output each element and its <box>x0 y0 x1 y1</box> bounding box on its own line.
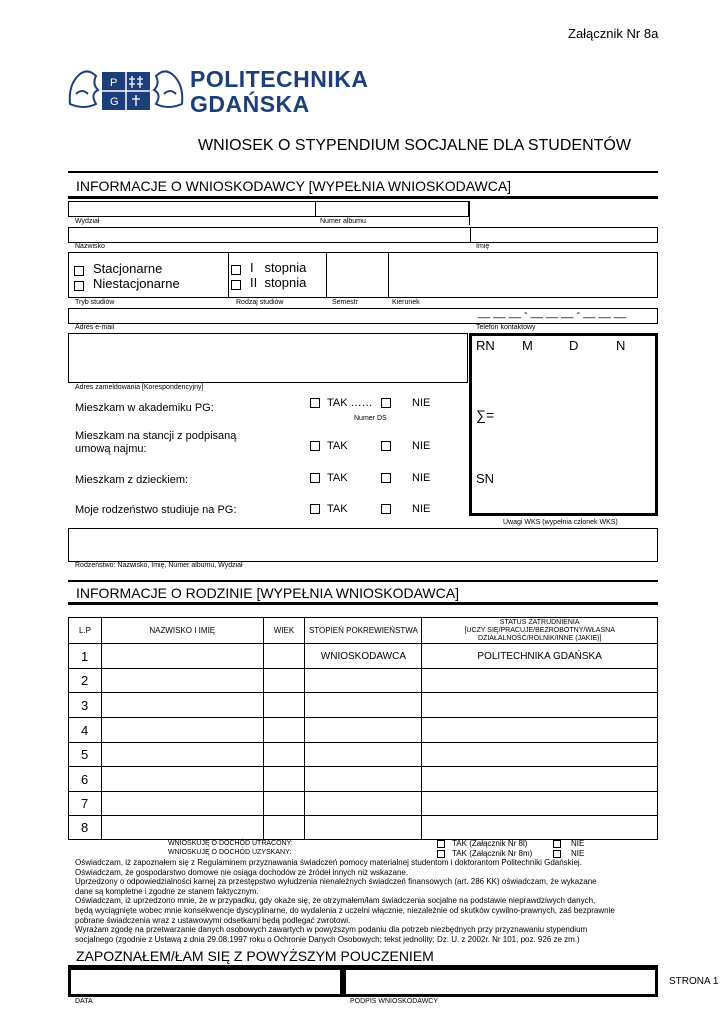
row-lp: 6 <box>69 767 102 792</box>
row-relation-cell[interactable] <box>305 693 422 718</box>
question-dormitory: Mieszkam w akademiku PG: <box>75 402 214 414</box>
row-age-cell[interactable] <box>263 767 305 792</box>
row-relation-cell[interactable] <box>305 816 422 840</box>
tryb-stacjonarne-label: Stacjonarne <box>93 261 163 276</box>
surname-field[interactable] <box>68 227 470 243</box>
header-age: WIEK <box>263 618 305 644</box>
row-age-cell[interactable] <box>263 644 305 669</box>
semester-field[interactable] <box>327 253 388 297</box>
logo-line2: GDAŃSKA <box>190 91 310 117</box>
album-number-label: Numer albumu <box>320 218 366 225</box>
row-lp: 5 <box>69 743 102 767</box>
row-lp: 3 <box>69 693 102 718</box>
row-name-cell[interactable] <box>101 693 263 718</box>
dormitory-yes-checkbox[interactable] <box>310 398 320 408</box>
declaration-line: będą wyciągnięte wobec mnie konsekwencje dyscyplinarne, do wydalenia z uczelni włącznie, niezależnie od skutków cywilno-prawnych, zaś bezprawnie <box>75 905 615 915</box>
wks-sn: SN <box>476 471 495 486</box>
rodzaj-i-stopnia-checkbox[interactable] <box>231 265 241 275</box>
row-name-cell[interactable] <box>101 792 263 816</box>
dormitory-yes-label: TAK …… <box>327 397 373 409</box>
date-label: DATA <box>75 998 93 1005</box>
income-gained-yes-label: TAK (Załącznik Nr 8m) <box>452 849 533 858</box>
rodzaj-label: Rodzaj studiów <box>236 299 284 306</box>
wks-sum: ∑= <box>476 407 495 423</box>
row-name-cell[interactable] <box>101 743 263 767</box>
sibling-yes-label: TAK <box>327 503 348 515</box>
section-family-heading: INFORMACJE O RODZINIE [WYPEŁNIA WNIOSKODAWCA] <box>76 585 459 601</box>
first-name-label: Imię <box>476 243 490 250</box>
table-row <box>69 767 658 792</box>
question-rental-line1: Mieszkam na stancji z podpisaną <box>75 430 237 442</box>
logo-line1: POLITECHNIKA <box>190 66 369 92</box>
table-row <box>69 644 658 669</box>
wks-panel <box>469 333 658 516</box>
question-sibling: Moje rodzeństwo studiuje na PG: <box>75 504 237 516</box>
row-lp: 1 <box>69 644 102 669</box>
header-relation: STOPIEŃ POKREWIEŃSTWA <box>305 618 422 644</box>
address-field[interactable] <box>68 333 468 383</box>
row-name-cell[interactable] <box>101 767 263 792</box>
row-lp: 7 <box>69 792 102 816</box>
child-no-label: NIE <box>412 472 431 484</box>
emblem-letter-p: P <box>110 77 118 89</box>
dormitory-no-checkbox[interactable] <box>381 398 391 408</box>
income-gained-label: WNIOSKUJĘ O DOCHÓD UZYSKANY: <box>168 849 292 856</box>
tryb-stacjonarne-checkbox[interactable] <box>74 266 84 276</box>
table-row <box>69 743 658 767</box>
declaration-line: Uprzedzony o odpowiedzialności karnej za przestępstwo wyłudzenia nienależnych świadczeń finansowych (art. 286 KK) oświadczam, że wykazane <box>75 877 597 887</box>
income-gained-yes-checkbox[interactable] <box>437 850 445 858</box>
row-name-cell[interactable] <box>101 669 263 693</box>
child-yes-label: TAK <box>327 472 348 484</box>
section-acknowledgement-heading: ZAPOZNAŁEM/ŁAM SIĘ Z POWYŻSZYM POUCZENIEM <box>76 948 434 964</box>
first-name-field[interactable] <box>470 227 658 243</box>
row-lp: 8 <box>69 816 102 840</box>
income-lost-yes-label: TAK (Załącznik Nr 8l) <box>452 839 528 848</box>
kierunek-field[interactable] <box>389 253 657 297</box>
signature-label: PODPIS WNIOSKODAWCY <box>350 998 439 1005</box>
row-status-cell: POLITECHNIKA GDAŃSKA <box>422 644 658 669</box>
surname-label: Nazwisko <box>75 243 105 250</box>
declaration-line: Wyrażam zgodę na przetwarzanie danych osobowych zawartych w powyższym podaniu dla potrzeb niezbędnych przy przyznawaniu stypendium <box>75 925 588 935</box>
row-status-cell[interactable] <box>422 693 658 718</box>
sibling-yes-checkbox[interactable] <box>310 504 320 514</box>
row-lp: 4 <box>69 718 102 743</box>
declaration-line: socjalnego (zgodnie z Ustawą z dnia 29.08.1997 roku o Ochronie Danych Osobowych; tekst jednolity: Dz. U. z 2002r. Nr 101, poz. 926 ze zm.) <box>75 934 580 944</box>
siblings-field[interactable] <box>68 528 658 562</box>
semester-label: Semestr <box>332 299 359 306</box>
declaration-line: Oświadczam, iż zapoznałem się z Regulaminem przyznawania świadczeń pomocy materialnej studentom i doktorantom Politechniki Gdańskiej. <box>75 858 582 867</box>
wks-rn: RN <box>476 338 495 353</box>
row-age-cell[interactable] <box>263 718 305 743</box>
table-row <box>69 792 658 816</box>
rodzaj-i-stopnia-label: I stopnia <box>250 260 307 275</box>
attachment-number: Załącznik Nr 8a <box>568 26 659 41</box>
row-relation-cell: WNIOSKODAWCA <box>305 644 422 669</box>
ds-number-label: Numer DS <box>354 415 387 422</box>
album-number-field[interactable] <box>315 201 469 217</box>
row-relation-cell[interactable] <box>305 669 422 693</box>
declarations-block <box>75 858 665 944</box>
rodzaj-ii-stopnia-checkbox[interactable] <box>231 280 241 290</box>
table-row <box>69 669 658 693</box>
sibling-no-label: NIE <box>412 503 431 515</box>
rental-yes-checkbox[interactable] <box>310 441 320 451</box>
income-lost-no-label: NIE <box>571 839 585 848</box>
rental-no-label: NIE <box>412 440 431 452</box>
row-relation-cell[interactable] <box>305 792 422 816</box>
tryb-label: Tryb studiów <box>75 299 115 306</box>
email-label: Adres e-mail <box>75 324 115 331</box>
declaration-line: pobrane świadczenia wraz z ustawowymi odsetkami będą podlegać zwrotowi. <box>75 915 351 925</box>
row-name-cell[interactable] <box>101 718 263 743</box>
header-lp: L.P <box>69 618 102 644</box>
tryb-niestacjonarne-checkbox[interactable] <box>74 281 84 291</box>
address-label: Adres zameldowania [Korespondencyjny] <box>75 384 204 391</box>
row-name-cell[interactable] <box>101 816 263 840</box>
tryb-niestacjonarne-label: Niestacjonarne <box>93 276 180 291</box>
phone-field[interactable]: __ __ __ - __ __ __ - __ __ __ <box>478 307 627 319</box>
rental-no-checkbox[interactable] <box>381 441 391 451</box>
declaration-line: Oświadczam, że gospodarstwo domowe nie osiąga dochodów ze źródeł innych niż wskazane. <box>75 867 409 877</box>
signature-field[interactable] <box>343 967 658 997</box>
row-relation-cell[interactable] <box>305 718 422 743</box>
child-no-checkbox[interactable] <box>381 473 391 483</box>
rental-yes-label: TAK <box>327 440 348 452</box>
header-status: STATUS ZATRUDNIENIA [UCZY SIĘ/PRACUJE/BEZROBOTNY/WŁASNA DZIAŁALNOŚĆ/ROLNIK/INNE (JAKIE)] <box>422 618 658 644</box>
income-lost-label: WNIOSKUJĘ O DOCHÓD UTRACONY: <box>168 840 293 847</box>
row-status-cell[interactable] <box>422 718 658 743</box>
email-field[interactable] <box>68 308 470 324</box>
row-age-cell[interactable] <box>263 669 305 693</box>
table-row <box>69 816 658 840</box>
table-row <box>69 718 658 743</box>
row-lp: 2 <box>69 669 102 693</box>
siblings-label: Rodzeństwo: Nazwisko, Imię, Numer albumu, Wydział <box>75 562 243 569</box>
declaration-line: Oświadczam, iż uprzedzono mnie, że w przypadku, gdy okaże się, że otrzymałem/łam świadczenia socjalne na podstawie nieprawdziwych danych, <box>75 896 596 906</box>
row-age-cell[interactable] <box>263 693 305 718</box>
section-applicant-heading: INFORMACJE O WNIOSKODAWCY [WYPEŁNIA WNIOSKODAWCA] <box>76 178 512 194</box>
kierunek-label: Kierunek <box>392 299 420 306</box>
row-status-cell[interactable] <box>422 792 658 816</box>
wks-d: D <box>569 338 579 353</box>
row-status-cell[interactable] <box>422 743 658 767</box>
logo-emblem <box>66 64 186 116</box>
rodzaj-ii-stopnia-label: II stopnia <box>250 275 307 290</box>
row-relation-cell[interactable] <box>305 767 422 792</box>
income-gained-no-checkbox[interactable] <box>553 850 561 858</box>
row-status-cell[interactable] <box>422 767 658 792</box>
row-relation-cell[interactable] <box>305 743 422 767</box>
header-name: NAZWISKO I IMIĘ <box>101 618 263 644</box>
family-table-header <box>69 618 658 644</box>
row-name-cell[interactable] <box>101 644 263 669</box>
wks-n: N <box>616 338 626 353</box>
wydzial-label: Wydział <box>75 218 100 225</box>
row-age-cell[interactable] <box>263 792 305 816</box>
phone-label: Telefon kontaktowy <box>476 324 536 331</box>
row-age-cell[interactable] <box>263 816 305 840</box>
wks-m: M <box>522 338 533 353</box>
income-lost-no-checkbox[interactable] <box>553 840 561 848</box>
question-rental-line2: umową najmu: <box>75 443 147 455</box>
row-status-cell[interactable] <box>422 669 658 693</box>
date-field[interactable] <box>68 967 343 997</box>
dormitory-no-label: NIE <box>412 397 431 409</box>
page-number: STRONA 1 <box>669 976 719 987</box>
table-row <box>69 693 658 718</box>
wydzial-field[interactable] <box>68 201 316 217</box>
question-child: Mieszkam z dzieckiem: <box>75 474 189 486</box>
child-yes-checkbox[interactable] <box>310 473 320 483</box>
income-lost-yes-checkbox[interactable] <box>437 840 445 848</box>
family-table <box>68 617 658 840</box>
emblem-letter-g: G <box>110 96 119 108</box>
form-title: WNIOSEK O STYPENDIUM SOCJALNE DLA STUDENTÓW <box>198 137 631 154</box>
sibling-no-checkbox[interactable] <box>381 504 391 514</box>
wks-notes-label: Uwagi WKS (wypełnia członek WKS) <box>503 519 618 526</box>
declaration-line: dane są kompletne i zgodne ze stanem faktycznym. <box>75 886 259 896</box>
row-status-cell[interactable] <box>422 816 658 840</box>
income-gained-no-label: NIE <box>571 849 585 858</box>
row-age-cell[interactable] <box>263 743 305 767</box>
